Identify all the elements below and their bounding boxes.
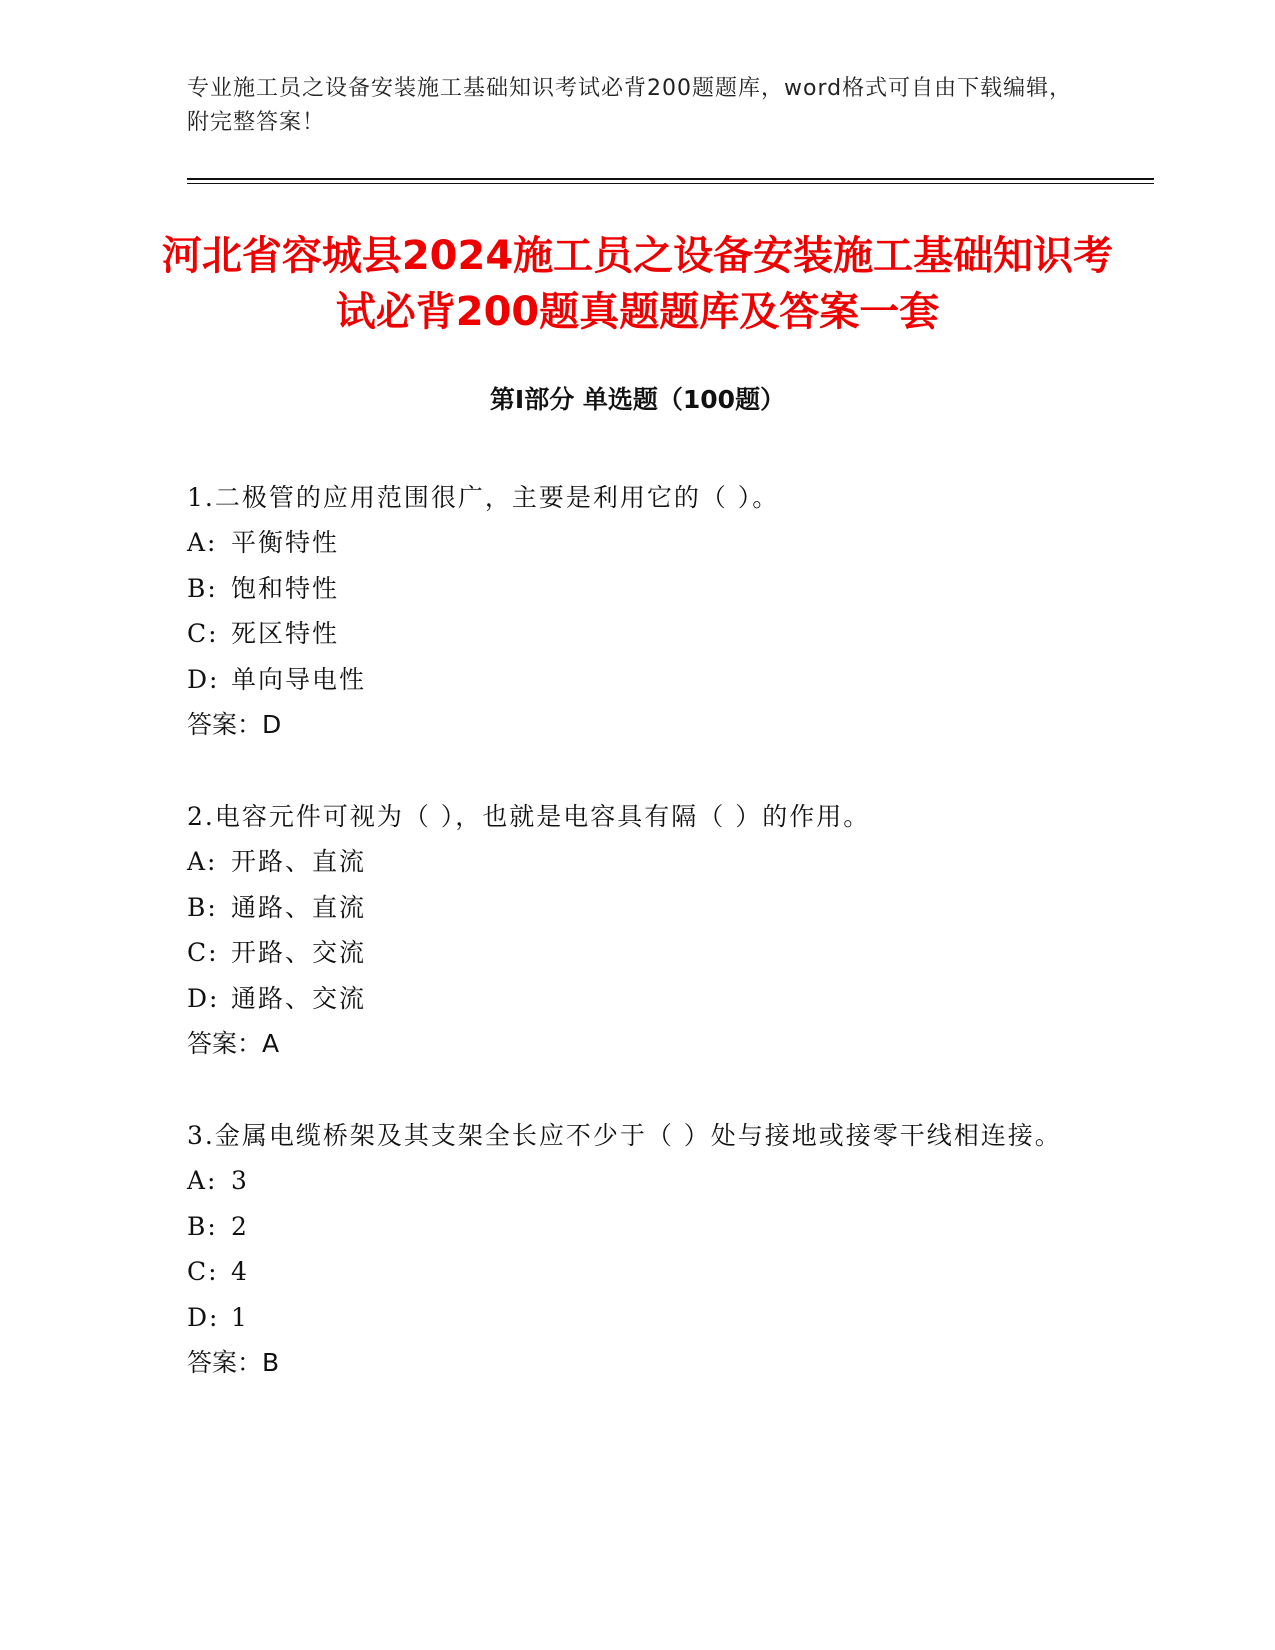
option-d xyxy=(187,657,1087,703)
header-note: 专业施工员之设备安装施工基础知识考试必背200题题库，word格式可自由下载编辑，附完整答案！ xyxy=(187,76,1073,135)
option-text: 2 xyxy=(231,1211,249,1241)
answer-label: 答案： xyxy=(187,1029,263,1058)
question-1 xyxy=(187,476,1087,747)
answer-value: D xyxy=(262,710,282,739)
option-text: 死区特性 xyxy=(231,619,340,648)
option-letter: D: xyxy=(187,983,220,1013)
option-text: 通路、直流 xyxy=(231,892,367,922)
option-c xyxy=(187,611,1087,657)
option-letter: B: xyxy=(187,573,218,603)
option-text: 4 xyxy=(231,1257,249,1286)
option-b xyxy=(187,566,1087,612)
option-letter: A: xyxy=(187,1166,218,1195)
option-text: 1 xyxy=(231,1302,249,1332)
option-letter: C: xyxy=(187,619,219,648)
option-d xyxy=(187,976,1087,1022)
option-text: 开路、交流 xyxy=(231,938,367,967)
option-b xyxy=(187,885,1087,931)
option-letter: A: xyxy=(187,847,218,876)
option-text: 开路、直流 xyxy=(231,847,367,876)
answer-label: 答案： xyxy=(187,710,263,739)
option-b xyxy=(187,1204,1087,1250)
option-text: 平衡特性 xyxy=(231,528,340,557)
option-text: 单向导电性 xyxy=(231,664,367,694)
option-letter: D: xyxy=(187,1302,220,1332)
option-letter: C: xyxy=(187,938,219,967)
option-a xyxy=(187,520,1087,566)
header-divider-thin xyxy=(187,183,1154,184)
option-d xyxy=(187,1295,1087,1341)
option-c xyxy=(187,1249,1087,1295)
option-text: 通路、交流 xyxy=(231,983,367,1013)
option-a xyxy=(187,1158,1087,1204)
question-stem: 1.二极管的应用范围很广，主要是利用它的（ ）。 xyxy=(187,483,780,512)
option-c xyxy=(187,930,1087,976)
option-letter: C: xyxy=(187,1257,219,1286)
option-text: 3 xyxy=(231,1166,249,1195)
document-title: 河北省容城县2024施工员之设备安装施工基础知识考试必背200题真题题库及答案一套 xyxy=(161,233,1114,335)
option-letter: B: xyxy=(187,892,218,922)
option-letter: B: xyxy=(187,1211,218,1241)
header-divider-thick xyxy=(187,178,1154,180)
question-stem: 3.金属电缆桥架及其支架全长应不少于（ ）处与接地或接零干线相连接。 xyxy=(187,1121,1062,1150)
question-2 xyxy=(187,795,1087,1066)
question-stem: 2.电容元件可视为（ ），也就是电容具有隔（ ）的作用。 xyxy=(187,802,871,831)
option-text: 饱和特性 xyxy=(231,573,340,603)
answer-line xyxy=(187,1340,1087,1385)
answer-value: B xyxy=(262,1348,280,1377)
section-title: 第Ⅰ部分 单选题（100题） xyxy=(489,385,786,414)
option-a xyxy=(187,839,1087,885)
answer-line xyxy=(187,1021,1087,1066)
answer-label: 答案： xyxy=(187,1348,263,1377)
option-letter: D: xyxy=(187,664,220,694)
answer-value: A xyxy=(262,1029,280,1058)
question-3 xyxy=(187,1114,1087,1385)
option-letter: A: xyxy=(187,528,218,557)
answer-line xyxy=(187,702,1087,747)
